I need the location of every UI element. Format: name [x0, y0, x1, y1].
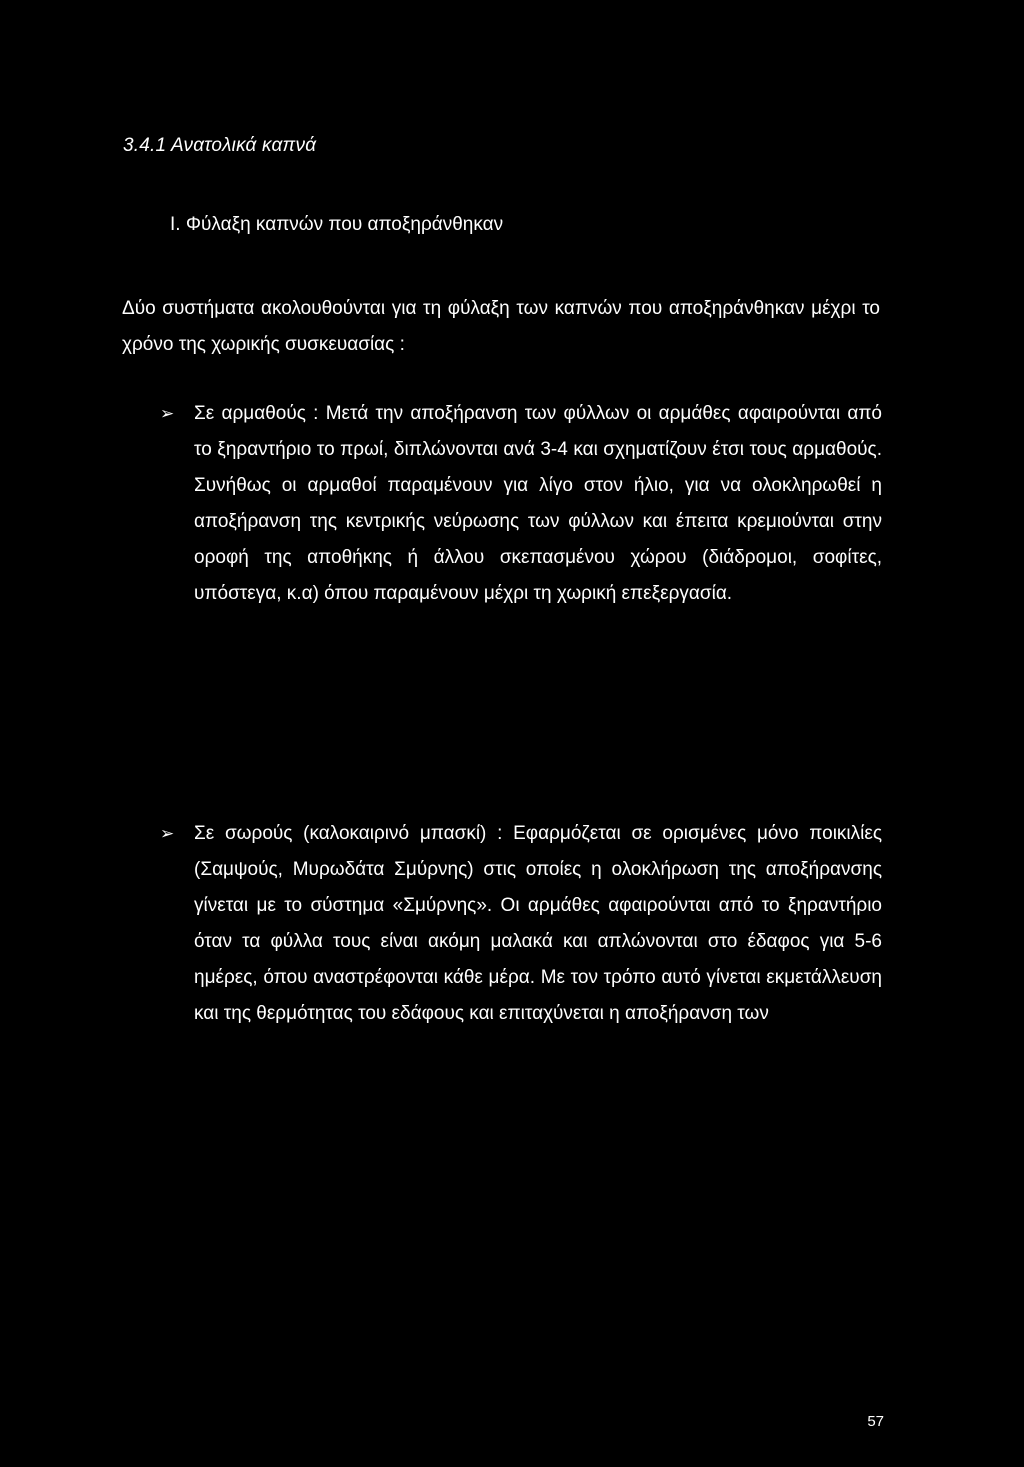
page-number: 57	[867, 1413, 884, 1430]
intro-paragraph: Δύο συστήματα ακολουθούνται για τη φύλαξη των καπνών που αποξηράνθηκαν μέχρι το χρόνο της χωρικής συσκευασίας :	[122, 298, 880, 355]
arrow-bullet-icon: ➢	[160, 404, 175, 424]
bullet-text: Σε σωρούς (καλοκαιρινό μπασκί) : Εφαρμόζεται σε ορισμένες μόνο ποικιλίες (Σαμψούς, Μυρωδάτα Σμύρνης) στις οποίες η ολοκλήρωση της αποξήρανσης γίνεται με το σύστημα «Σμύρνης». Οι αρμάθες αφαιρούνται από το ξηραντήριο όταν τα φύλλα τους είναι ακόμη μαλακά και απλώνονται στο έδαφος για 5-6 ημέρες, όπου αναστρέφονται κάθε μέρα. Με τον τρόπο αυτό γίνεται εκμετάλλευση και της θερμότητας του εδάφους και επιταχύνεται η αποξήρανση των	[194, 823, 882, 1024]
arrow-bullet-icon: ➢	[160, 824, 175, 844]
section-heading: 3.4.1 Ανατολικά καπνά	[123, 135, 317, 156]
subsection-heading: Ι. Φύλαξη καπνών που αποξηράνθηκαν	[170, 214, 504, 235]
bullet-item	[160, 816, 882, 1032]
bullet-item	[160, 396, 882, 612]
bullet-text: Σε αρμαθούς : Μετά την αποξήρανση των φύλλων οι αρμάθες αφαιρούνται από το ξηραντήριο το πρωί, διπλώνονται ανά 3-4 και σχηματίζουν έτσι τους αρμαθούς. Συνήθως οι αρμαθοί παραμένουν για λίγο στον ήλιο, για να ολοκληρωθεί η αποξήρανση της κεντρικής νεύρωσης των φύλλων και έπειτα κρεμιούνται στην οροφή της αποθήκης ή άλλου σκεπασμένου χώρου (διάδρομοι, σοφίτες, υπόστεγα, κ.α) όπου παραμένουν μέχρι τη χωρική επεξεργασία.	[194, 403, 882, 604]
